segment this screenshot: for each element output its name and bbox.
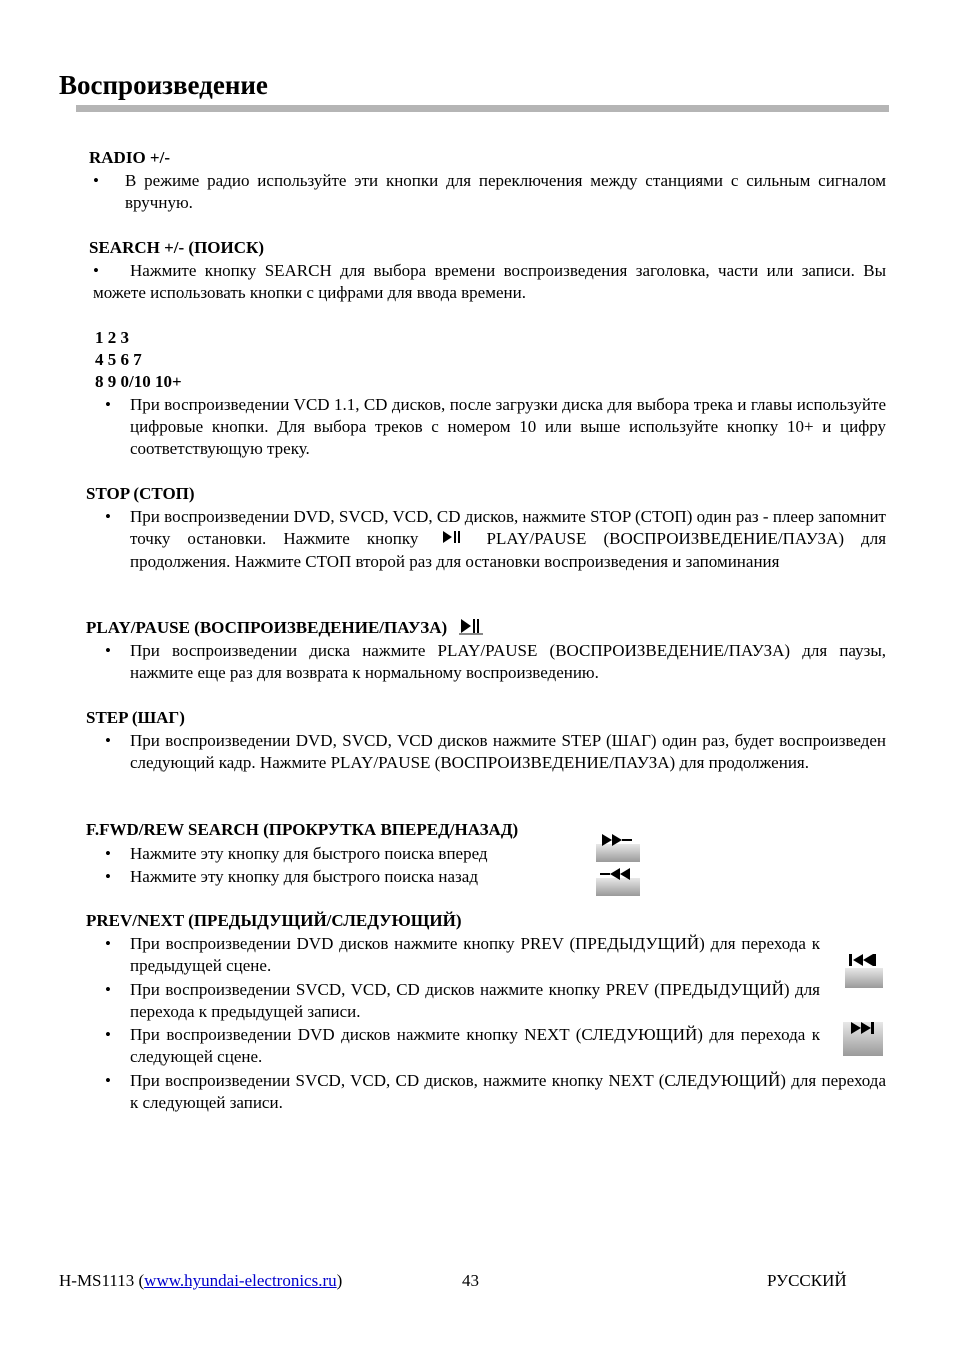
- numbers-bullet-1: При воспроизведении VCD 1.1, CD дисков, после загрузки диска для выбора трека и главы используйте цифровые кнопки. Для выбора треков с номером 10 или выше используйте кнопку 10+ и цифру соответствующую треку.: [130, 395, 886, 458]
- fwdrew-bullet-1: Нажмите эту кнопку для быстрого поиска вперед: [130, 844, 488, 863]
- radio-bullet-1: В режиме радио используйте эти кнопки для переключения между станциями с сильным сигналом вручную.: [125, 171, 886, 212]
- play-pause-icon: [441, 529, 463, 551]
- footer-website-link[interactable]: www.hyundai-electronics.ru: [144, 1271, 337, 1290]
- numbers-row-2: 4 5 6 7: [95, 350, 142, 369]
- bullet: •: [93, 171, 99, 190]
- bullet: •: [105, 641, 111, 660]
- rewind-icon: [594, 864, 642, 904]
- page-number: 43: [462, 1271, 479, 1290]
- radio-heading: RADIO +/-: [89, 148, 170, 167]
- page-title: Воспроизведение: [59, 70, 268, 100]
- search-heading: SEARCH +/- (ПОИСК): [89, 238, 265, 257]
- bullet: •: [93, 261, 99, 280]
- stop-bullet-text-b: PLAY/PAUSE (ВОСПРОИЗВЕДЕНИЕ/ПАУЗА) для продолжения. Нажмите СТОП второй раз для остановки воспроизведения и запоминания: [130, 529, 887, 572]
- playpause-heading-text: PLAY/PAUSE (ВОСПРОИЗВЕДЕНИЕ/ПАУЗА): [86, 618, 448, 637]
- bullet: •: [105, 844, 111, 863]
- bullet: •: [105, 1025, 111, 1044]
- playpause-bullet-1: При воспроизведении диска нажмите PLAY/PAUSE (ВОСПРОИЗВЕДЕНИЕ/ПАУЗА) для паузы, нажмите еще раз для возврата к нормальному воспроизведению.: [130, 641, 886, 682]
- play-pause-icon: [459, 617, 483, 641]
- footer-model-text: H-MS1113 (: [59, 1271, 145, 1290]
- title-divider: [76, 105, 889, 112]
- bullet: •: [105, 934, 111, 953]
- numbers-row-1: 1 2 3: [95, 328, 129, 347]
- prevnext-bullet-1: При воспроизведении DVD дисков нажмите кнопку PREV (ПРЕДЫДУЩИЙ) для перехода к предыдущей сцене.: [130, 934, 820, 975]
- footer-language: РУССКИЙ: [767, 1271, 847, 1290]
- bullet: •: [105, 395, 111, 414]
- footer-model: [59, 1270, 342, 1292]
- prevnext-bullet-2: При воспроизведении SVCD, VCD, CD дисков нажмите кнопку PREV (ПРЕДЫДУЩИЙ) для перехода к предыдущей записи.: [130, 980, 820, 1021]
- stop-bullet-1: [130, 506, 886, 573]
- step-bullet-1: При воспроизведении DVD, SVCD, VCD дисков нажмите STEP (ШАГ) один раз, будет воспроизведен следующий кадр. Нажмите PLAY/PAUSE (ВОСПРОИЗВЕДЕНИЕ/ПАУЗА) для продолжения.: [130, 731, 886, 772]
- fwdrew-heading: F.FWD/REW SEARCH (ПРОКРУТКА ВПЕРЕД/НАЗАД): [86, 820, 519, 839]
- bullet: •: [105, 867, 111, 886]
- playpause-heading: [86, 617, 483, 641]
- stop-bullet-text-a: При воспроизведении DVD, SVCD, VCD, CD дисков, нажмите STOP (СТОП) один раз - плеер запомнит точку остановки. Нажмите кнопку: [130, 507, 886, 548]
- bullet: •: [105, 980, 111, 999]
- fwdrew-bullet-2: Нажмите эту кнопку для быстрого поиска назад: [130, 867, 478, 886]
- numbers-row-3: 8 9 0/10 10+: [95, 372, 182, 391]
- prevnext-heading: PREV/NEXT (ПРЕДЫДУЩИЙ/СЛЕДУЮЩИЙ): [86, 911, 462, 930]
- step-heading: STEP (ШАГ): [86, 708, 185, 727]
- prevnext-bullet-3: При воспроизведении DVD дисков нажмите кнопку NEXT (СЛЕДУЮЩИЙ) для перехода к следующей сцене.: [130, 1025, 820, 1066]
- bullet: •: [105, 507, 111, 526]
- stop-heading: STOP (СТОП): [86, 484, 195, 503]
- skip-next-icon: [841, 1014, 885, 1064]
- bullet: •: [105, 1071, 111, 1090]
- prevnext-bullet-4: При воспроизведении SVCD, VCD, CD дисков, нажмите кнопку NEXT (СЛЕДУЮЩИЙ) для перехода к следующей записи.: [130, 1071, 886, 1112]
- skip-previous-icon: [843, 948, 885, 996]
- bullet: •: [105, 731, 111, 750]
- search-bullet-1: Нажмите кнопку SEARCH для выбора времени воспроизведения заголовка, части или записи. Вы можете использовать кнопки с цифрами для ввода времени.: [93, 261, 886, 302]
- footer-close-paren: ): [336, 1271, 343, 1290]
